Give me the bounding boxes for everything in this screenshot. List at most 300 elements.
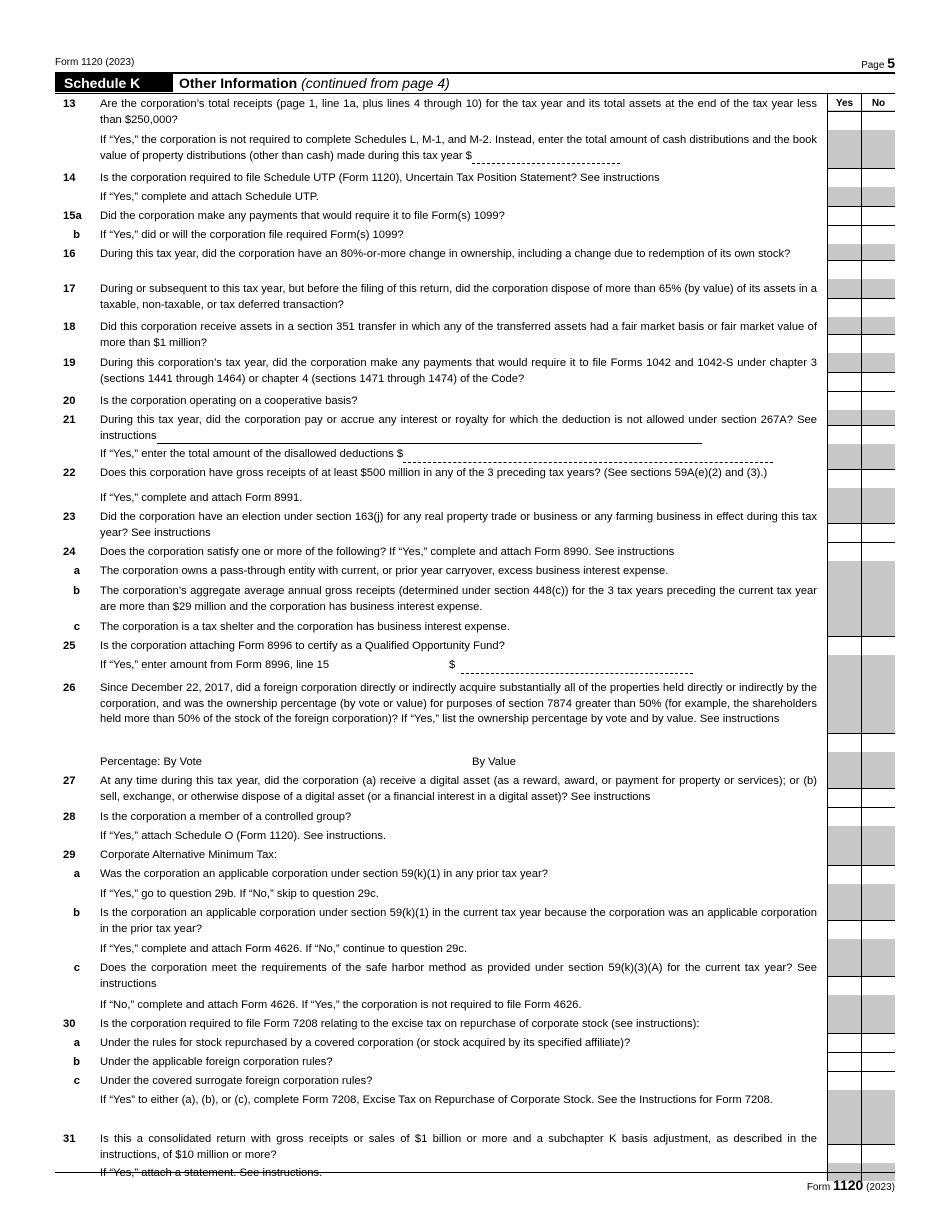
- form-page: [55, 52, 895, 1181]
- answer-columns: [827, 655, 895, 678]
- by-value-label: By Value: [472, 756, 516, 768]
- yes-column: [827, 884, 861, 903]
- question-text: The corporation is a tax shelter and the corporation has business interest expense.: [100, 621, 510, 633]
- yes-checkbox[interactable]: [828, 391, 861, 410]
- no-column: [861, 1014, 895, 1033]
- yes-column: [827, 752, 861, 771]
- question-text: Did the corporation have an election under section 163(j) for any real property trade or business or any farming business in effect during this tax year? See instructions: [100, 511, 817, 539]
- yes-checkbox[interactable]: [828, 1033, 861, 1052]
- yes-column: [827, 353, 861, 391]
- no-checkbox[interactable]: [862, 372, 895, 391]
- no-checkbox[interactable]: [862, 788, 895, 807]
- question-row: [55, 752, 895, 771]
- question-number: b: [73, 585, 80, 597]
- no-checkbox[interactable]: [862, 976, 895, 995]
- question-row: [55, 995, 895, 1014]
- yes-column: [827, 1129, 861, 1163]
- yes-checkbox[interactable]: [828, 865, 861, 884]
- question-number: [55, 939, 100, 942]
- question-number: [55, 1090, 100, 1093]
- question-row: [55, 1090, 895, 1129]
- question-row: [55, 279, 895, 317]
- yes-checkbox[interactable]: [828, 788, 861, 807]
- question-text: During this tax year, did the corporation have an 80%-or-more change in ownership, including a change due to redemption of its own stock?: [100, 248, 791, 260]
- yes-column: [827, 463, 861, 488]
- yes-checkbox[interactable]: [828, 111, 861, 130]
- question-row: [55, 845, 895, 864]
- question-row: [55, 353, 895, 391]
- no-checkbox[interactable]: [862, 168, 895, 187]
- question-text: If “Yes,” enter the total amount of the disallowed deductions $: [100, 444, 817, 466]
- no-checkbox[interactable]: [862, 807, 895, 826]
- yes-column: [827, 1090, 861, 1129]
- no-column: [861, 617, 895, 636]
- question-number: 16: [63, 248, 76, 260]
- answer-columns: [827, 463, 895, 488]
- question-number: [55, 130, 100, 133]
- question-number: [55, 884, 100, 887]
- question-number: [55, 187, 100, 190]
- answer-columns: [827, 807, 895, 826]
- yes-checkbox[interactable]: [828, 298, 861, 317]
- question-number: 23: [63, 511, 76, 523]
- schedule-header: [55, 72, 895, 94]
- no-column: [861, 225, 895, 244]
- question-text: During or subsequent to this tax year, but before the filing of this return, did the corporation dispose of more than 65% (by value) of its assets in a taxable, non-taxable, or tax deferred transaction?: [100, 283, 817, 311]
- yes-column: [827, 488, 861, 507]
- no-column: [861, 1071, 895, 1090]
- yes-column: [827, 864, 861, 884]
- answer-columns: [827, 958, 895, 995]
- answer-columns: [827, 581, 895, 617]
- question-text: If “Yes” to either (a), (b), or (c), complete Form 7208, Excise Tax on Repurchase of Corporate Stock. See the Instructions for Form 7208.: [100, 1094, 773, 1106]
- question-text: Under the covered surrogate foreign corporation rules?: [100, 1075, 373, 1087]
- question-row: [55, 391, 895, 410]
- no-column: [861, 752, 895, 771]
- question-number: b: [73, 229, 80, 241]
- question-number: 27: [63, 775, 76, 787]
- yes-column: [827, 655, 861, 678]
- question-number: c: [73, 621, 80, 633]
- question-row: [55, 617, 895, 636]
- no-column: [861, 463, 895, 488]
- answer-columns: [827, 752, 895, 771]
- no-checkbox[interactable]: [862, 1071, 895, 1090]
- answer-columns: [827, 845, 895, 864]
- question-number: 13: [63, 98, 76, 110]
- form-id: Form 1120 (2023): [55, 57, 135, 68]
- question-text: If “Yes,” enter amount from Form 8996, line 15 $: [100, 655, 817, 677]
- yes-column: [827, 939, 861, 958]
- question-row: [55, 581, 895, 617]
- question-row: [55, 678, 895, 752]
- answer-columns: [827, 864, 895, 884]
- answer-columns: [827, 771, 895, 807]
- question-text: Is the corporation an applicable corporation under section 59(k)(1) in the current tax year because the corporation was an applicable corporation in the prior tax year?: [100, 907, 817, 935]
- answer-columns: [827, 317, 895, 353]
- yes-checkbox[interactable]: [828, 1071, 861, 1090]
- question-row: [55, 244, 895, 279]
- yes-column: [827, 561, 861, 581]
- yes-checkbox[interactable]: [828, 469, 861, 488]
- question-row: [55, 864, 895, 884]
- yes-checkbox[interactable]: [828, 334, 861, 353]
- answer-columns: [827, 206, 895, 225]
- no-checkbox[interactable]: [862, 865, 895, 884]
- answer-columns: [827, 903, 895, 939]
- yes-column: [827, 244, 861, 279]
- question-row: [55, 206, 895, 225]
- question-number: 14: [63, 172, 76, 184]
- no-checkbox[interactable]: [862, 225, 895, 244]
- question-text: Under the rules for stock repurchased by a covered corporation (or stock acquired by its specified affiliate)?: [100, 1037, 631, 1049]
- no-column: [861, 903, 895, 939]
- yes-checkbox[interactable]: [828, 1052, 861, 1071]
- no-checkbox[interactable]: [862, 334, 895, 353]
- question-row: [55, 636, 895, 655]
- yes-checkbox[interactable]: [828, 206, 861, 225]
- question-list: [55, 94, 895, 1181]
- question-number: [55, 752, 100, 755]
- answer-columns: [827, 353, 895, 391]
- yes-column: [827, 581, 861, 617]
- question-row: [55, 1052, 895, 1071]
- no-column: [861, 353, 895, 391]
- answer-columns: [827, 1129, 895, 1163]
- no-checkbox[interactable]: [862, 1033, 895, 1052]
- no-column: [861, 391, 895, 410]
- no-column: [861, 864, 895, 884]
- question-text: Did the corporation make any payments that would require it to file Form(s) 1099?: [100, 210, 505, 222]
- no-column: [861, 206, 895, 225]
- no-column: [861, 279, 895, 317]
- no-column: [861, 1033, 895, 1052]
- yes-column: [827, 279, 861, 317]
- yes-checkbox[interactable]: [828, 807, 861, 826]
- answer-columns: [827, 488, 895, 507]
- answer-columns: [827, 1033, 895, 1052]
- question-row: [55, 94, 895, 130]
- yes-checkbox[interactable]: [828, 225, 861, 244]
- yes-column: [827, 168, 861, 187]
- question-number: [55, 995, 100, 998]
- no-column: [861, 807, 895, 826]
- schedule-badge: Schedule K: [55, 74, 173, 92]
- question-text: Does this corporation have gross receipts of at least $500 million in any of the 3 preceding tax years? (See sections 59A(e)(2) and (3).): [100, 467, 768, 479]
- no-checkbox[interactable]: [862, 920, 895, 939]
- answer-columns: [827, 939, 895, 958]
- amount-field[interactable]: [472, 152, 620, 164]
- yes-column: [827, 771, 861, 807]
- yes-column: [827, 94, 861, 130]
- question-number: a: [73, 565, 80, 577]
- no-column: [861, 130, 895, 168]
- yes-checkbox[interactable]: [828, 372, 861, 391]
- question-number: 21: [63, 414, 76, 426]
- yes-column: [827, 187, 861, 206]
- no-column: [861, 168, 895, 187]
- yes-column: [827, 317, 861, 353]
- explanation-field[interactable]: [157, 432, 702, 444]
- question-number: c: [73, 962, 80, 974]
- no-checkbox[interactable]: [862, 391, 895, 410]
- question-row: [55, 771, 895, 807]
- yes-checkbox[interactable]: [828, 542, 861, 561]
- yes-column: [827, 995, 861, 1014]
- yes-column: [827, 845, 861, 864]
- yes-column: [827, 826, 861, 845]
- no-column: [861, 444, 895, 463]
- no-checkbox[interactable]: [862, 425, 895, 444]
- page-number: Page 5: [861, 55, 895, 71]
- question-row: [55, 1014, 895, 1033]
- page-footer: Form 1120 (2023): [55, 1172, 895, 1193]
- no-checkbox[interactable]: [862, 469, 895, 488]
- question-text: If “Yes,” the corporation is not required to complete Schedules L, M-1, and M-2. Instead, enter the total amount of cash distributions and the book value of property distributions (other than cash) made during this tax year $: [100, 130, 817, 167]
- no-checkbox[interactable]: [862, 636, 895, 655]
- no-column: [861, 507, 895, 542]
- question-number: a: [73, 868, 80, 880]
- no-column: [861, 995, 895, 1014]
- question-text: The corporation owns a pass-through entity with current, or prior year carryover, excess business interest expense.: [100, 565, 669, 577]
- no-checkbox[interactable]: [862, 206, 895, 225]
- question-row: [55, 807, 895, 826]
- no-checkbox[interactable]: [862, 733, 895, 752]
- answer-columns: [827, 444, 895, 463]
- answer-columns: [827, 507, 895, 542]
- no-column: [861, 636, 895, 655]
- no-column: [861, 678, 895, 752]
- question-row: [55, 561, 895, 581]
- question-number: 30: [63, 1018, 76, 1030]
- question-text: If “Yes,” complete and attach Schedule UTP.: [100, 191, 319, 203]
- question-text: During this corporation’s tax year, did the corporation make any payments that would require it to file Forms 1042 and 1042-S under chapter 3 (sections 1441 through 1464) or chapter 4 (sections 1471 through 1474) of the Code?: [100, 357, 817, 385]
- answer-columns: [827, 130, 895, 168]
- answer-columns: [827, 678, 895, 752]
- question-row: [55, 903, 895, 939]
- question-row: [55, 168, 895, 187]
- yes-checkbox[interactable]: [828, 1144, 861, 1163]
- question-number: [55, 826, 100, 829]
- question-text: Was the corporation an applicable corporation under section 59(k)(1) in any prior tax year?: [100, 868, 548, 880]
- question-text: Does the corporation satisfy one or more of the following? If “Yes,” complete and attach Form 8990. See instructions: [100, 546, 675, 558]
- question-text: If “Yes,” complete and attach Form 4626. If “No,” continue to question 29c.: [100, 943, 468, 955]
- question-text: Are the corporation’s total receipts (page 1, line 1a, plus lines 4 through 10) for the tax year and its total assets at the end of the tax year less than $250,000?: [100, 98, 817, 126]
- question-number: b: [73, 1056, 80, 1068]
- yes-column: [827, 636, 861, 655]
- answer-columns: [827, 1014, 895, 1033]
- no-column: [861, 488, 895, 507]
- no-column: [861, 561, 895, 581]
- yes-column: [827, 410, 861, 444]
- question-text: Is the corporation required to file Schedule UTP (Form 1120), Uncertain Tax Position Statement? See instructions: [100, 172, 660, 184]
- yes-checkbox[interactable]: [828, 920, 861, 939]
- question-row: [55, 130, 895, 168]
- question-text: Is the corporation a member of a controlled group?: [100, 811, 352, 823]
- question-text: At any time during this tax year, did the corporation (a) receive a digital asset (as a reward, award, or payment for property or services); or (b) sell, exchange, or otherwise dispose of a digital asset (or a financial interest in a digital asset)? See instructions: [100, 775, 817, 803]
- question-text: The corporation’s aggregate average annual gross receipts (determined under section 448(c)) for the 3 tax years preceding the current tax year are more than $29 million and the corporation has business interest expense.: [100, 585, 817, 613]
- question-text: Under the applicable foreign corporation rules?: [100, 1056, 333, 1068]
- answer-columns: [827, 995, 895, 1014]
- answer-columns: [827, 168, 895, 187]
- no-checkbox[interactable]: [862, 1052, 895, 1071]
- question-number: 26: [63, 682, 76, 694]
- yes-column: [827, 206, 861, 225]
- question-row: [55, 225, 895, 244]
- no-column: [861, 845, 895, 864]
- answer-columns: [827, 826, 895, 845]
- no-column: [861, 1090, 895, 1129]
- yes-checkbox[interactable]: [828, 523, 861, 542]
- yes-column: [827, 903, 861, 939]
- no-checkbox[interactable]: [862, 1144, 895, 1163]
- question-row: [55, 655, 895, 678]
- answer-columns: [827, 279, 895, 317]
- no-column: [861, 939, 895, 958]
- question-text: Is this a consolidated return with gross receipts or sales of $1 billion or more and a subchapter K basis adjustment, as described in the instructions, of $10 million or more?: [100, 1133, 817, 1161]
- question-text: Is the corporation required to file Form 7208 relating to the excise tax on repurchase of corporate stock (see instructions):: [100, 1018, 700, 1030]
- yes-column: [827, 1014, 861, 1033]
- amount-field[interactable]: [461, 662, 693, 674]
- question-text: If “Yes,” attach a statement. See instructions.: [100, 1167, 323, 1179]
- question-row: [55, 958, 895, 995]
- no-column: [861, 826, 895, 845]
- question-number: 24: [63, 546, 76, 558]
- answer-columns: [827, 187, 895, 206]
- question-row: [55, 488, 895, 507]
- no-column: [861, 244, 895, 279]
- answer-columns: [827, 410, 895, 444]
- question-row: [55, 542, 895, 561]
- question-number: 29: [63, 849, 76, 861]
- question-row: [55, 884, 895, 903]
- question-number: 18: [63, 321, 76, 333]
- yes-column: [827, 1033, 861, 1052]
- yes-checkbox[interactable]: [828, 636, 861, 655]
- question-row: [55, 826, 895, 845]
- question-text: If “Yes,” go to question 29b. If “No,” skip to question 29c.: [100, 888, 379, 900]
- no-column: [861, 542, 895, 561]
- question-number: 19: [63, 357, 76, 369]
- question-row: [55, 444, 895, 463]
- yes-checkbox[interactable]: [828, 260, 861, 279]
- yes-checkbox[interactable]: [828, 425, 861, 444]
- yes-column: [827, 807, 861, 826]
- question-text: If “Yes,” complete and attach Form 8991.: [100, 492, 303, 504]
- question-row: [55, 507, 895, 542]
- answer-columns: [827, 94, 895, 130]
- question-text: If “No,” complete and attach Form 4626. If “Yes,” the corporation is not required to file Form 4626.: [100, 999, 582, 1011]
- answer-columns: [827, 542, 895, 561]
- question-text: If “Yes,” did or will the corporation file required Form(s) 1099?: [100, 229, 404, 241]
- no-column: [861, 317, 895, 353]
- no-header: No: [862, 94, 895, 110]
- schedule-title: Other Information (continued from page 4): [179, 75, 450, 91]
- yes-checkbox[interactable]: [828, 976, 861, 995]
- question-text: Is the corporation attaching Form 8996 to certify as a Qualified Opportunity Fund?: [100, 640, 505, 652]
- answer-columns: [827, 225, 895, 244]
- yes-column: [827, 617, 861, 636]
- question-number: a: [73, 1037, 80, 1049]
- yes-column: [827, 444, 861, 463]
- question-number: 15a: [63, 210, 82, 222]
- question-number: [55, 1163, 100, 1166]
- question-number: b: [73, 907, 80, 919]
- question-text: Did this corporation receive assets in a section 351 transfer in which any of the transferred assets had a fair market basis or fair market value of more than $1 million?: [100, 321, 817, 349]
- answer-columns: [827, 244, 895, 279]
- answer-columns: [827, 561, 895, 581]
- no-checkbox[interactable]: [862, 542, 895, 561]
- yes-column: [827, 958, 861, 995]
- question-row: [55, 939, 895, 958]
- question-row: [55, 1071, 895, 1090]
- no-column: [861, 884, 895, 903]
- question-row: [55, 317, 895, 353]
- no-checkbox[interactable]: [862, 298, 895, 317]
- question-number: [55, 488, 100, 491]
- answer-columns: [827, 1052, 895, 1071]
- yes-column: [827, 391, 861, 410]
- answer-columns: [827, 1071, 895, 1090]
- question-text: During this tax year, did the corporation pay or accrue any interest or royalty for which the deduction is not allowed under section 267A? See instructions: [100, 410, 817, 447]
- yes-column: [827, 678, 861, 752]
- no-column: [861, 410, 895, 444]
- answer-columns: [827, 617, 895, 636]
- question-number: 28: [63, 811, 76, 823]
- yes-checkbox[interactable]: [828, 168, 861, 187]
- no-checkbox[interactable]: [862, 523, 895, 542]
- no-column: [861, 187, 895, 206]
- yes-column: [827, 542, 861, 561]
- question-row: [55, 1033, 895, 1052]
- no-column: [861, 771, 895, 807]
- no-column: [861, 1129, 895, 1163]
- no-checkbox[interactable]: [862, 111, 895, 130]
- question-number: [55, 655, 100, 658]
- question-number: 22: [63, 467, 76, 479]
- answer-columns: [827, 391, 895, 410]
- question-number: 25: [63, 640, 76, 652]
- amount-field[interactable]: [403, 451, 773, 463]
- question-text: Corporate Alternative Minimum Tax:: [100, 849, 277, 861]
- yes-column: [827, 1071, 861, 1090]
- question-number: 31: [63, 1133, 76, 1145]
- no-column: [861, 1052, 895, 1071]
- yes-column: [827, 507, 861, 542]
- question-text: Does the corporation meet the requirements of the safe harbor method as provided under section 59(k)(3)(A) for the current tax year? See instructions: [100, 962, 817, 990]
- question-number: [55, 444, 100, 447]
- no-column: [861, 94, 895, 130]
- question-text: Is the corporation operating on a cooperative basis?: [100, 395, 358, 407]
- question-number: c: [73, 1075, 80, 1087]
- question-number: 17: [63, 283, 76, 295]
- no-checkbox[interactable]: [862, 260, 895, 279]
- answer-columns: [827, 636, 895, 655]
- yes-column: [827, 130, 861, 168]
- question-number: 20: [63, 395, 76, 407]
- question-row: [55, 463, 895, 488]
- yes-checkbox[interactable]: [828, 733, 861, 752]
- question-text: If “Yes,” attach Schedule O (Form 1120). See instructions.: [100, 830, 387, 842]
- question-row: [55, 187, 895, 206]
- no-column: [861, 655, 895, 678]
- no-column: [861, 581, 895, 617]
- no-column: [861, 958, 895, 995]
- yes-column: [827, 225, 861, 244]
- page-header: [55, 52, 895, 72]
- answer-columns: [827, 884, 895, 903]
- question-row: [55, 410, 895, 444]
